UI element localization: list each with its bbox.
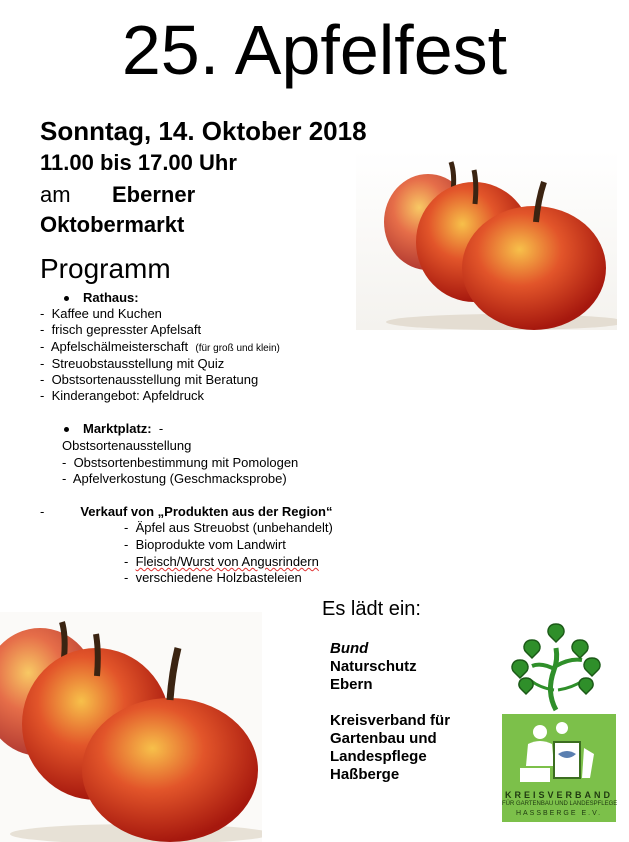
list-item: - verschiedene Holzbasteleien bbox=[124, 570, 302, 585]
venue-name-1: Eberner bbox=[112, 182, 196, 207]
bullet-icon bbox=[64, 296, 69, 301]
list-item: - Äpfel aus Streuobst (unbehandelt) bbox=[124, 520, 333, 535]
apples-photo-top bbox=[356, 150, 617, 330]
list-item: - Kaffee und Kuchen bbox=[40, 306, 162, 321]
list-item: - Obstsortenausstellung mit Beratung bbox=[40, 372, 259, 387]
event-date: Sonntag, 14. Oktober 2018 bbox=[40, 116, 367, 146]
list-item: - Apfelschälmeisterschaft (für groß und klein) bbox=[40, 339, 280, 354]
list-item: - Streuobstausstellung mit Quiz bbox=[40, 356, 225, 371]
venue-prefix: am bbox=[40, 182, 71, 207]
event-time: 11.00 bis 17.00 Uhr bbox=[40, 150, 237, 175]
list-item: - Bioprodukte vom Landwirt bbox=[124, 537, 286, 552]
organizer-bund-naturschutz: Bund Naturschutz Ebern bbox=[330, 640, 417, 693]
verkauf-heading: - Verkauf von „Produkten aus der Region“ bbox=[40, 504, 333, 519]
list-item: Obstsortenausstellung bbox=[62, 438, 192, 453]
venue-name-2: Oktobermarkt bbox=[40, 212, 185, 237]
list-item: - Apfelverkostung (Geschmacksprobe) bbox=[62, 471, 287, 486]
list-item: - frisch gepresster Apfelsaft bbox=[40, 322, 202, 337]
bullet-icon bbox=[64, 427, 69, 432]
apples-photo-bottom bbox=[0, 612, 262, 842]
list-item: - Obstsortenbestimmung mit Pomologen bbox=[62, 455, 299, 470]
gardener-icon bbox=[502, 714, 616, 792]
page-title: 25. Apfelfest bbox=[121, 11, 508, 89]
program-heading: Programm bbox=[40, 253, 171, 284]
rathaus-heading-label: Rathaus: bbox=[83, 290, 139, 305]
rathaus-heading bbox=[64, 290, 139, 306]
event-venue bbox=[40, 180, 260, 240]
logo-text-2: FÜR GARTENBAU UND LANDESPFLEGE bbox=[502, 801, 618, 807]
marktplatz-heading: Marktplatz: - bbox=[64, 421, 163, 437]
invitation-heading: Es lädt ein: bbox=[322, 598, 421, 620]
logo-text-3: HASSBERGE E.V. bbox=[515, 810, 603, 817]
list-item-note: (für groß und klein) bbox=[195, 343, 280, 354]
list-item: - Kinderangebot: Apfeldruck bbox=[40, 388, 205, 403]
bund-naturschutz-logo bbox=[510, 620, 602, 712]
logo-text-1: KREISVERBAND bbox=[504, 790, 613, 800]
kreisverband-logo bbox=[502, 714, 616, 822]
list-item: - Fleisch/Wurst von Angusrindern bbox=[124, 554, 319, 569]
org-name-italic: Bund bbox=[330, 640, 369, 657]
organizer-kreisverband: Kreisverband für Gartenbau und Landespflege Haßberge bbox=[330, 712, 451, 783]
